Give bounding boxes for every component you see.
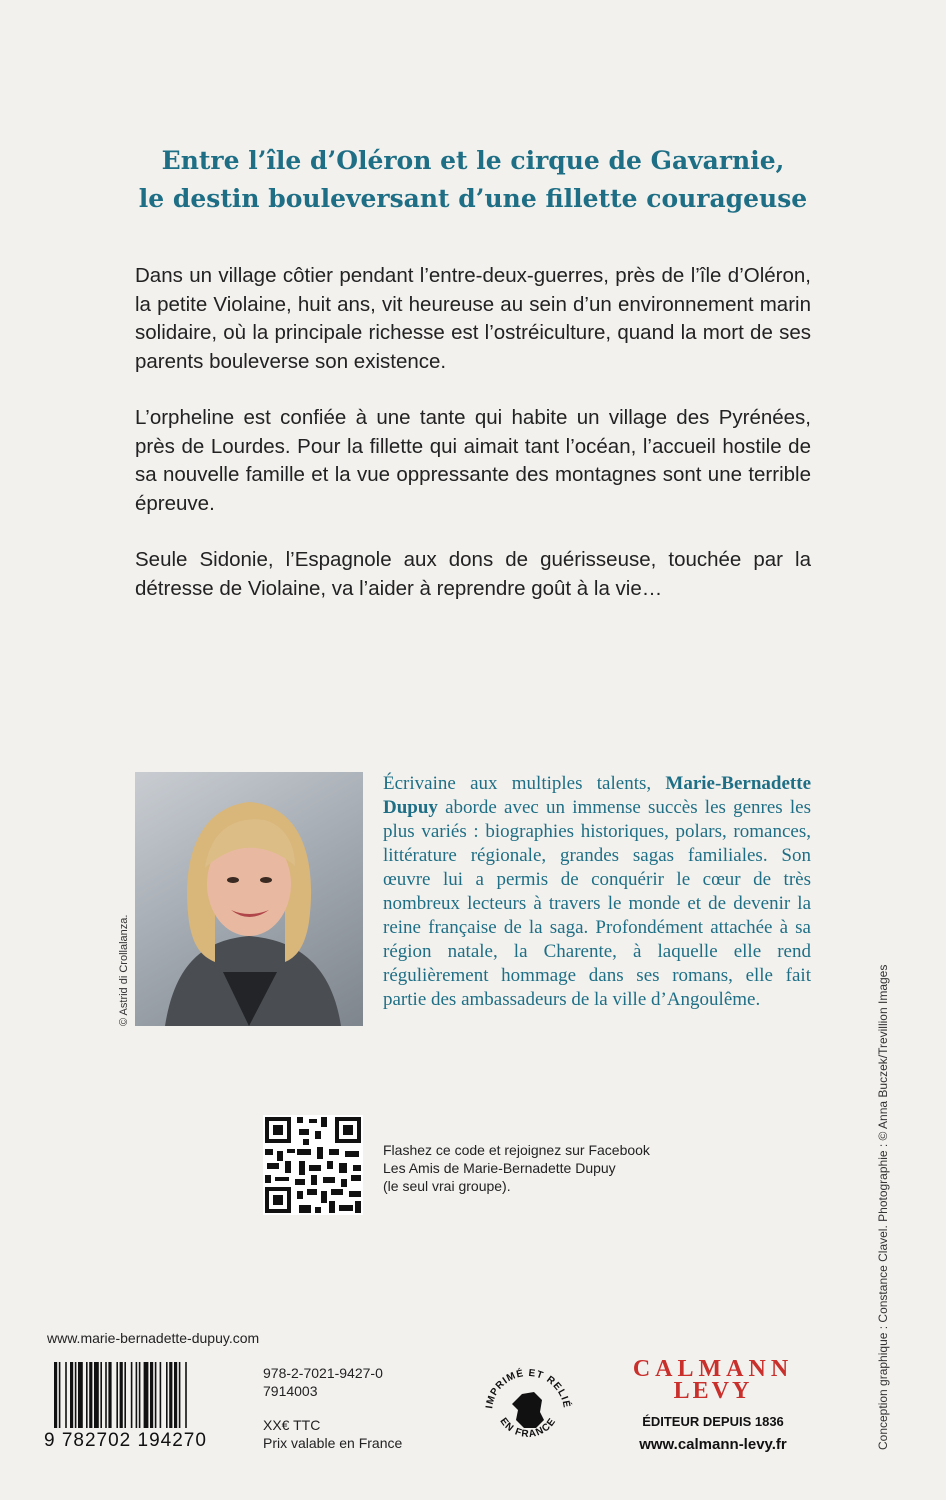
- synopsis-paragraph-2: L’orpheline est confiée à une tante qui habite un village des Pyrénées, près de Lourdes. Pour la fillette qui aimait tant l’océan, l’accueil hostile de sa nouvelle famille et la vue oppressante des montagnes sont une terrible épreuve.: [135, 406, 811, 515]
- printed-in-france-seal: [478, 1360, 578, 1460]
- bio-intro: Écrivaine aux multiples talents,: [383, 773, 652, 794]
- bio-text: aborde avec un immense succès les genres les plus variés : biographies historiques, polars, romances, littérature régionale, grandes sagas familiales. Son œuvre lui a permis de conquérir le cœur de très nombreux lecteurs à travers le monde et de devenir la reine française de la saga. Profondément attachée à sa région natale, la Charente, à laquelle elle rend régulièrement hommage dans ses romans, elle fait partie des ambassadeurs de la ville d’Angoulême.: [383, 797, 811, 1010]
- barcode-bar: [160, 1362, 162, 1428]
- barcode-bar: [86, 1362, 88, 1428]
- barcode-bar: [166, 1362, 168, 1428]
- barcode-bar: [150, 1362, 153, 1428]
- barcode-bar: [94, 1362, 99, 1428]
- qr-code: [263, 1115, 363, 1215]
- seal-top-text: IMPRIMÉ ET RELIÉ: [484, 1367, 572, 1410]
- barcode-bar: [78, 1362, 83, 1428]
- synopsis: [135, 262, 811, 631]
- synopsis-paragraph-1: Dans un village côtier pendant l’entre-deux-guerres, près de l’île d’Oléron, la petite Violaine, huit ans, vit heureuse au sein d’un environnement marin solidaire, où la principale richesse est l’ostréiculture, quand la mort de ses parents bouleverse son existence.: [135, 264, 811, 373]
- publisher-website: www.calmann-levy.fr: [639, 1436, 787, 1453]
- synopsis-paragraph-3: Seule Sidonie, l’Espagnole aux dons de guérisseuse, touchée par la détresse de Violaine, va l’aider à reprendre goût à la vie…: [135, 548, 811, 600]
- tagline-line-1: Entre l’île d’Oléron et le cirque de Gavarnie,: [161, 146, 785, 175]
- photo-credit: © Astrid di Crollalanza.: [118, 914, 130, 1026]
- barcode-bar: [89, 1362, 92, 1428]
- barcode-bar: [155, 1362, 157, 1428]
- publisher-logo: [628, 1358, 798, 1402]
- seal-bottom-text: EN FRANCE: [497, 1415, 559, 1441]
- isbn-block: [263, 1364, 383, 1400]
- barcode: [52, 1362, 242, 1440]
- author-website: www.marie-bernadette-dupuy.com: [47, 1330, 260, 1346]
- product-code: 7914003: [263, 1383, 318, 1399]
- barcode-bar: [136, 1362, 138, 1428]
- barcode-bar: [124, 1362, 126, 1428]
- author-name: Marie-Bernadette Dupuy: [383, 773, 812, 818]
- qr-caption-line-3: (le seul vrai groupe).: [383, 1178, 511, 1194]
- barcode-bar: [70, 1362, 73, 1428]
- tagline: [90, 142, 856, 218]
- barcode-bar: [116, 1362, 118, 1428]
- isbn: 978-2-7021-9427-0: [263, 1365, 383, 1381]
- author-bio: [383, 772, 811, 1012]
- barcode-bar: [131, 1362, 133, 1428]
- barcode-bar: [139, 1362, 141, 1428]
- france-map-icon: [512, 1392, 544, 1428]
- barcode-bar: [144, 1362, 149, 1428]
- barcode-bar: [54, 1362, 57, 1428]
- publisher-since: ÉDITEUR DEPUIS 1836: [642, 1414, 784, 1429]
- price: XX€ TTC: [263, 1417, 321, 1433]
- barcode-bar: [174, 1362, 177, 1428]
- barcode-digits: 9 782702 194270: [44, 1430, 207, 1451]
- barcode-bar: [100, 1362, 102, 1428]
- price-note: Prix valable en France: [263, 1435, 403, 1451]
- price-block: [263, 1416, 402, 1452]
- barcode-bar: [59, 1362, 61, 1428]
- design-credit: Conception graphique : Constance Clavel. Photographie : © Anna Buczek/Trevillion Images: [876, 964, 890, 1450]
- barcode-bar: [108, 1362, 111, 1428]
- barcode-bar: [75, 1362, 77, 1428]
- qr-caption-line-2: Les Amis de Marie-Bernadette Dupuy: [383, 1160, 616, 1176]
- publisher: [628, 1358, 798, 1453]
- qr-caption: [383, 1141, 650, 1195]
- barcode-bar: [185, 1362, 187, 1428]
- barcode-bar: [179, 1362, 181, 1428]
- publisher-logo-line-1: CALMANN: [632, 1356, 794, 1382]
- barcode-bar: [105, 1362, 107, 1428]
- publisher-logo-line-2: LEVY: [673, 1378, 753, 1404]
- author-photo: [135, 772, 363, 1026]
- barcode-bar: [65, 1362, 67, 1428]
- barcode-bar: [169, 1362, 172, 1428]
- qr-caption-line-1: Flashez ce code et rejoignez sur Facebook: [383, 1142, 650, 1158]
- tagline-line-2: le destin bouleversant d’une fillette courageuse: [138, 184, 808, 213]
- barcode-bar: [120, 1362, 123, 1428]
